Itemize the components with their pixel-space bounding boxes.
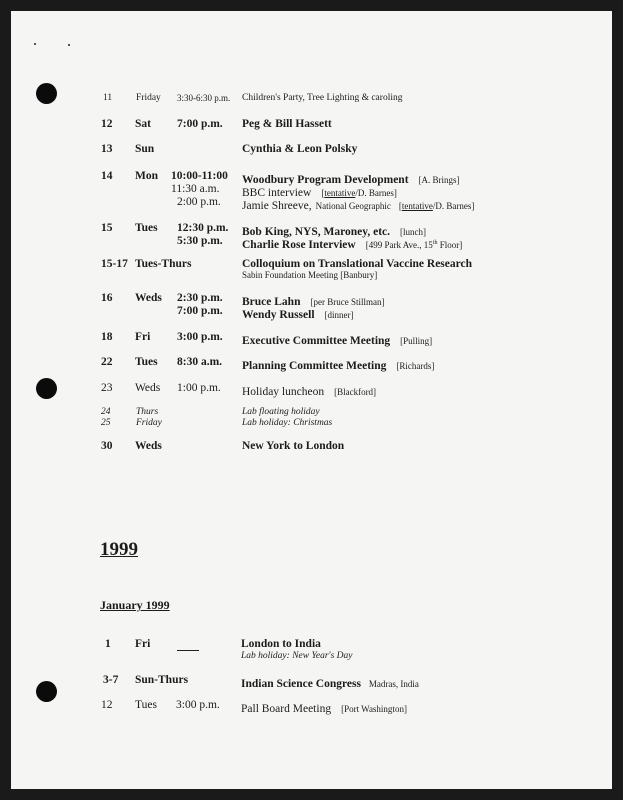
entry-event: New York to London	[242, 440, 345, 452]
entry-event: Jamie Shreeve,	[242, 200, 312, 212]
entry-time: 5:30 p.m.	[177, 235, 223, 247]
entry-date: 15-17	[101, 258, 128, 270]
entry-event-detail: National Geographic	[315, 201, 391, 211]
entry-subtitle: Lab holiday: New Year's Day	[241, 651, 353, 661]
entry-event-line	[242, 306, 354, 322]
entry-event: Holiday luncheon	[242, 386, 325, 398]
entry-note: [Richards]	[396, 361, 435, 371]
entry-date: 14	[101, 170, 113, 182]
entry-event: Indian Science Congress	[241, 678, 361, 690]
entry-event: Bruce Lahn	[242, 296, 301, 308]
speck	[34, 43, 36, 45]
entry-event-line	[241, 675, 419, 691]
entry-event-line	[242, 236, 462, 252]
entry-event-line	[242, 197, 474, 213]
entry-note: [tentative/D. Barnes]	[398, 201, 475, 211]
entry-day: Fri	[135, 638, 151, 650]
entry-event: Cynthia & Leon Polsky	[242, 143, 358, 155]
entry-time: 3:00 p.m.	[177, 331, 223, 343]
entry-event-line	[242, 357, 434, 373]
month-heading: January 1999	[100, 598, 170, 612]
entry-day: Weds	[135, 292, 162, 304]
entry-event: Children's Party, Tree Lighting & caroling	[242, 93, 403, 103]
entry-note: [dinner]	[324, 310, 354, 320]
entry-day: Tues	[135, 356, 158, 368]
entry-time: 7:00 p.m.	[177, 118, 223, 130]
entry-time: 3:30-6:30 p.m.	[177, 93, 231, 103]
entry-time: 7:00 p.m.	[177, 305, 223, 317]
entry-day: Friday	[136, 418, 162, 428]
entry-date: 3-7	[103, 674, 119, 686]
entry-date: 12	[101, 699, 113, 711]
entry-event: Planning Committee Meeting	[242, 360, 387, 372]
entry-note: [per Bruce Stillman]	[310, 297, 385, 307]
entry-time: 3:00 p.m.	[176, 699, 220, 711]
entry-time: 2:00 p.m.	[177, 196, 221, 208]
year-heading: 1999	[100, 539, 138, 560]
entry-date: 23	[101, 382, 113, 394]
entry-day: Mon	[135, 170, 158, 182]
entry-date: 24	[101, 407, 111, 417]
entry-event: Executive Committee Meeting	[242, 335, 391, 347]
entry-date: 15	[101, 222, 113, 234]
entry-date: 13	[101, 143, 113, 155]
entry-event: Lab holiday: Christmas	[242, 418, 333, 428]
entry-day: Sun-Thurs	[135, 674, 189, 686]
binder-hole	[36, 378, 57, 399]
entry-note: [Blackford]	[334, 387, 377, 397]
entry-note: [499 Park Ave., 15th Floor]	[365, 240, 463, 250]
binder-hole	[36, 83, 57, 104]
entry-date: 11	[103, 93, 113, 103]
entry-time-blank	[177, 650, 199, 651]
entry-time: 10:00-11:00	[171, 170, 228, 182]
entry-event: London to India	[241, 638, 321, 650]
entry-date: 30	[101, 440, 113, 452]
entry-subtitle: Sabin Foundation Meeting [Banbury]	[242, 270, 378, 280]
entry-day: Friday	[136, 93, 161, 103]
entry-day: Fri	[135, 331, 151, 343]
entry-time: 8:30 a.m.	[177, 356, 223, 368]
entry-day: Sun	[135, 143, 155, 155]
entry-event: Peg & Bill Hassett	[242, 118, 332, 130]
entry-event: BBC interview	[242, 187, 312, 199]
entry-day: Weds	[135, 382, 161, 394]
entry-date: 1	[105, 638, 111, 650]
entry-date: 18	[101, 331, 113, 343]
entry-note: [Pulling]	[400, 336, 433, 346]
binder-hole	[36, 681, 57, 702]
entry-event: Wendy Russell	[242, 309, 315, 321]
entry-day: Tues	[135, 222, 158, 234]
entry-event: Colloquium on Translational Vaccine Research	[242, 258, 473, 270]
entry-event: Lab floating holiday	[242, 407, 320, 417]
entry-date: 12	[101, 118, 113, 130]
document-page	[11, 11, 612, 789]
entry-note: [lunch]	[400, 227, 427, 237]
entry-date: 22	[101, 356, 113, 368]
entry-time: 1:00 p.m.	[177, 382, 221, 394]
entry-event: Bob King, NYS, Maroney, etc.	[242, 226, 391, 238]
entry-time: 2:30 p.m.	[177, 292, 223, 304]
entry-time: 11:30 a.m.	[171, 183, 220, 195]
entry-event-line	[241, 700, 407, 716]
entry-day: Tues	[135, 699, 157, 711]
entry-date: 16	[101, 292, 113, 304]
entry-day: Weds	[135, 440, 162, 452]
entry-event-line	[242, 383, 376, 399]
entry-time: 12:30 p.m.	[177, 222, 229, 234]
entry-note: Madras, India	[368, 679, 419, 689]
entry-day: Thurs	[136, 407, 159, 417]
entry-event-line	[242, 332, 432, 348]
entry-event: Charlie Rose Interview	[242, 239, 356, 251]
entry-event: Pall Board Meeting	[241, 703, 332, 715]
speck	[68, 44, 70, 46]
entry-note: [tentative/D. Barnes]	[321, 188, 397, 198]
entry-date: 25	[101, 418, 111, 428]
entry-note: [Port Washington]	[341, 704, 407, 714]
entry-event: Woodbury Program Development	[242, 174, 409, 186]
entry-day: Tues-Thurs	[135, 258, 192, 270]
entry-day: Sat	[135, 118, 151, 130]
entry-note: [A. Brings]	[418, 175, 460, 185]
